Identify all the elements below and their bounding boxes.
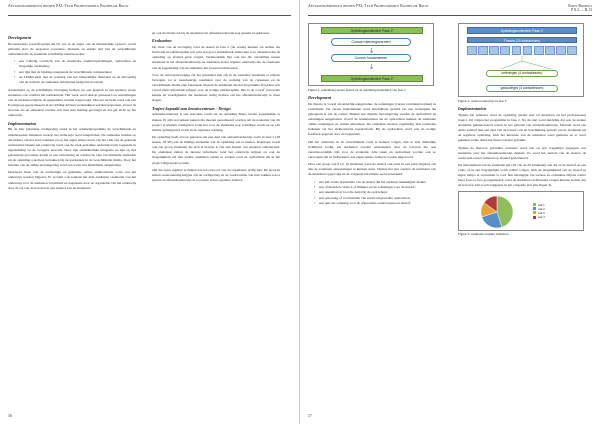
figure-3-chart bbox=[458, 191, 584, 231]
paragraph: Op basis van de bevraging rond de lessen in fase 2 (de versie) kunnen we stellen dat motivatie en zelfdiscipline wel echt een groot struikelblok zullen zijn voor studenten die de opleiding op afstand gaan volgen. Vermoedelijk zijn ook net die verschillen tussen studenten in het afstandsonderwijs en studenten in het regulier onderwijs die de resultaten van de begeleiding van de studenten het zwaarst beïnvloeden. bbox=[152, 45, 280, 70]
arrow-down-icon bbox=[370, 48, 373, 53]
grid-cell bbox=[467, 46, 477, 55]
grid-cell bbox=[489, 46, 499, 55]
figure-1-item-1: Cursus rolerningsvormen bbox=[331, 38, 411, 46]
paragraph: Aansluitend op de schriftelijke bevraging hebben we een gesprek in een kleinere groep studenten ook rondom het lesmateriaal. Het werk werd daarop gebaseerd en aanvullingen van de studenten tijdens de gesprekken werden toegevoegd. Met zes lectoren werd ook een Focusgroep georganiseerd in de richting dat hun werkstukken werden besproken. Zowel de lectoren als de studenten werden ook naar hun mening gevraagd en dat gaf zicht op het onderwijs. bbox=[8, 87, 136, 118]
legend-swatch bbox=[533, 203, 536, 206]
paragraph: en ook motivatie zal bij de studenten uit afstandsonderwijs nog gesteld en gebleven. bbox=[152, 31, 270, 35]
paragraph: Bovenstaande poortaflopstijn dat bij ons in de wijze van de inhoudelijke opbouw wordt gebruikt door de projecten voorziene, diensten en enkele tijd van de verschillende onderdelen die de studenten schriftelijk beantwoorden: bbox=[8, 41, 136, 57]
section-heading-trajectory: Traject bepaald aan kenniscentrum - Design bbox=[152, 105, 231, 111]
chart-legend bbox=[533, 203, 545, 220]
page-number: 17 bbox=[308, 414, 312, 418]
arrow-down-icon bbox=[370, 64, 373, 69]
figure-1-top-label: Opleidingsonderdeel ‘Fase 2’ bbox=[321, 27, 423, 34]
list-item: • een of meerdere video's of filmpjes en de oefeningen voor de lesstof; bbox=[314, 185, 436, 190]
paragraph: Tijdens het semester werd de opleiding gestart met 10 studenten uit het professioneel traject. Zij volgen het programma in fase 2. Na de start werd duidelijk dat ook de andere studenten geïnteresseerd waren in het gebruik van afstandsonderwijs. Daarom werd een ander aanbod met een deel van de lesstof ook ter beschikking gesteld van de studenten uit de reguliere opleiding. Ook het interesse van de studenten werd gemeten en er werd gekeken welke delen het meest werden gebruikt. bbox=[458, 112, 586, 143]
grid-cell bbox=[500, 46, 510, 55]
section-heading-evaluation: Evaluation bbox=[152, 38, 172, 44]
figure-1-item-2: Cursus fundamenten bbox=[331, 54, 411, 62]
figure-2-bar-2: Theorie (10 videolessen) bbox=[467, 37, 577, 44]
section-heading-implementation: Implementation bbox=[8, 120, 37, 126]
legend-swatch bbox=[533, 207, 536, 210]
legend-label: vak 2 bbox=[538, 206, 545, 211]
legend-label: vak 3 bbox=[538, 211, 545, 216]
figure-2-diagram bbox=[458, 23, 584, 97]
section-heading-implementation: Implementation bbox=[458, 105, 487, 111]
pie-chart bbox=[479, 194, 515, 230]
section-heading-development: Development bbox=[308, 94, 332, 100]
grid-cell bbox=[567, 46, 577, 55]
legend-swatch bbox=[533, 211, 536, 214]
header-title: Afstandsonderwijs binnen PXL-Tech Professionele Bachelor Bouw bbox=[308, 4, 429, 8]
figure-1-diagram bbox=[308, 23, 434, 86]
right-page bbox=[300, 0, 600, 424]
section-heading-development: Development bbox=[8, 35, 32, 40]
paragraph: Voor de ontwerpbevraging zal het essentieel zijn om in de toekomst studenten te blijven bevragen, tot er nauwkeurige resultaten over de werking van de cursussen en de verschillende media zijn. Daarnaast moeten de studenten die het programma afwerken ook vooraf meer informatie krijgen over de nodige zelfdiscipline. Het is de vooraf verwachte kennis en vaardigheden die studenten nodig hebben om het afstandsonderwijs te doen slagen. bbox=[152, 72, 280, 103]
legend-entry bbox=[533, 215, 545, 219]
header-author bbox=[568, 4, 592, 13]
figure-2-pill-1: oefeningen (4 contactlessen) bbox=[486, 70, 558, 77]
figure-1-bottom-label: Opleidingsonderdeel ‘Fase 2’ bbox=[321, 75, 423, 82]
figure-2-caption: Figuur 2: aanbod onderwijs in fase 2 bbox=[458, 98, 507, 103]
header-author-code: P.X.L. – B.13 bbox=[571, 8, 592, 13]
left-page-column-2 bbox=[152, 31, 280, 185]
grid-cell bbox=[556, 46, 566, 55]
paragraph: Door een groep van 8 tot 10 studenten werd de lesstof ook eerst in een pilot uitgetest om dan de eventuele aanpassingen te kunnen doen. Tijdens het jaar werden de resultaten van de studenten opgevolgd en de volgende informatie werd verzameld: bbox=[308, 162, 436, 177]
bullet-list bbox=[314, 180, 436, 207]
list-item: • de LEMO-tekst met de werking van het inhoudelijke materiaal en de uitvoering van de rechten: de studenten informeren tijdig hun docenten. bbox=[14, 75, 136, 85]
paragraph: Afstandsonderwijs is een relevante vorm om de opleiding Bouw breder toegankelijk te maken. Er zijn wel enkele punten die moeten gerealiseerd worden om de toekomst van dit project te kunnen vormgeven zodat het voor de studenten nog vollediger wordt en op een manier geïntegreerd wordt in de reguliere werking. bbox=[152, 112, 280, 132]
header-title: Afstandsonderwijs binnen PXL-Tech Professionele Bachelor Bouw bbox=[8, 4, 129, 8]
page-header bbox=[8, 4, 291, 16]
figure-3-caption: Figuur 3: resultaten enquête studenten bbox=[458, 232, 509, 237]
figure-2-bar-1: Opleidingsonderdeel ‘Fase 2’ bbox=[467, 27, 577, 34]
legend-label: vak 4 bbox=[538, 215, 545, 220]
list-item: • een rekenblad of tool die helpt bij de opdrachten; bbox=[314, 190, 436, 195]
right-page-column-1 bbox=[308, 23, 436, 209]
figure-2-video-grid bbox=[467, 46, 577, 55]
list-item: • een volledig overzicht van de modulaire studieverplichtingen, opdrachten en mogelijke verdieping; bbox=[14, 59, 136, 69]
grid-cell bbox=[534, 46, 544, 55]
paragraph: De theorie is vooraf afzonderlijk aangeboden, de oefeningen (cursus rolerningsvormen) in combinatie. De cursus fundamenten werd beschikbaar gesteld via een webpagina die gekoppeld is aan de cursus. Binnen een digitale leeromgeving werden de opdrachten en oefeningen aangeboden. Zowel de lesmaterialen als de opdrachten kunnen de studenten online raadplegen en samen uitwerken. De studenten moeten regelmatig hun resultaten indienen via het elektronische leerplatform. Bij de opdrachten werd ook de nodige feedback gegeven door de begeleider. bbox=[308, 101, 436, 137]
grid-cell bbox=[512, 46, 522, 55]
paragraph: Tijdens de hiervoor gebruikte evaluatie werd ook op een vragenlijst nagegaan wat studenten over het afstandsonderwijs denken. Zo werd het aanbod van de lesstof, de werkvorm en het studeren op afstand geëvalueerd. bbox=[458, 145, 586, 160]
left-page-column-1 bbox=[8, 33, 136, 193]
list-item: • een lijst met de bijdrage aangaande de verschillende competenties; bbox=[14, 70, 136, 75]
header-author-name: Koen Romeus bbox=[568, 4, 592, 8]
paragraph: Daarnaast moet ook de nachtelijke en gemaakte online elektronische vorm van het onderwijs worden bijgezet. Er worden ook rondom het hele studiejaar resultaten van het onderwijs voor de studenten verzameld en nagelezen door de organisatie van het onderwijs door de rol van de lectoren in een aanbod van de studenten. bbox=[8, 170, 136, 190]
paragraph: Om die opzet regulier te maken zal een extra rol van de organisatie nodig zijn. De lectoren zullen ondersteuning krijgen om de vormgeving en de werkvormen van hun vakken aan te passen en afstandsonderwijs in te passen in het reguliere aanbod. bbox=[152, 167, 280, 182]
grid-cell bbox=[545, 46, 555, 55]
grid-cell bbox=[523, 46, 533, 55]
list-item: • een quiz als oefening voor de afgewerkte onderwerpen en lesstof. bbox=[314, 201, 436, 206]
list-item: • een oplossing of voorbeelden van eerder uitgewerkte opdrachten; bbox=[314, 196, 436, 201]
paragraph: Bij de hier gebruikte vormgeving stond in het schakelprogramma de verschillende en uiteenlopende manieren waarop het onderwijs werd aangeboden. De studenten konden op die manier om het even wanneer en op het eigen tempo leren. Op het vlak van de gekende werkwijzen binnen het onderwijs werd ook de vaak gebruikte onderwijsvorm toegepast in tegenstelling tot de vroegere lesvorm. Door zijn onmiddellijke integratie en zijn op tijd gebaseerde procedure kwam er een verbetering en werden de vele verschillende studenten uit de opleiding ook meer betrokken bij de leerkansen in de verschillende media. Door het inzetten van de online leeromgeving werd een vorm van flexibiliteit aangeboden. bbox=[8, 127, 136, 168]
bullet-list bbox=[14, 59, 136, 85]
legend-label: vak 1 bbox=[538, 202, 545, 207]
right-page-column-2 bbox=[458, 23, 586, 240]
list-item: • een pdf-versie presentatie van de lesstof die het studeren makkelijker maakt; bbox=[314, 180, 436, 185]
page-header bbox=[308, 4, 592, 16]
page-number: 16 bbox=[8, 414, 12, 418]
figure-1-caption: Figuur 1: samenhang tussen lesstof en de opleidingsonderdelen van fase 2 bbox=[308, 87, 406, 92]
paragraph: De meerderheid van de studenten gaf (18 van de 20 studenten) aan dat ze de lesstof op een video of in een begrijpelijke vorm willen volgen. Ook de mogelijkheid om de lesstof in eigen tempo te verwerken is voor hen belangrijk. De toetsen en evaluaties blijven echter beter face-to-face georganiseerd, waar de studenten rechtstreeks vragen kunnen stellen aan de lectoren. Dit wordt aangepast in het volgende jaar (zie figuur 3). bbox=[458, 163, 586, 188]
legend-swatch bbox=[533, 216, 536, 219]
figure-2-pill-2: gastcolleges (4 contactlessen) bbox=[486, 85, 558, 92]
grid-cell bbox=[478, 46, 488, 55]
paragraph: De opleiding heeft ervoor gekozen om een deel van afstandsonderwijs zoals in fase 2 (28 lessen, 28 SP) aan de huidige studenten van de opleiding aan te bieden. Daarnaast wordt ook een groep studenten die zich al bewust is van zijn manier van studeren ondersteund. De studenten zullen de nieuwe informatie rond het onderwijs krijgen en ook de mogelijkheid om met andere studenten samen te werken rond de opdrachten die in het project uitgewerkt worden. bbox=[152, 135, 280, 165]
paragraph: Om het onderwijs in de verschillende vorm te kunnen volgen, zijn er veel duidelijke richtlijnen nodig. De studenten worden ondersteund door de lectoren die ook verantwoordelijk zijn voor de evaluatie. Alle taken en opdrachten worden ook zo ontworpen dat ze individueel, aan eigen tempo, kunnen worden uitgevoerd. bbox=[308, 139, 436, 159]
